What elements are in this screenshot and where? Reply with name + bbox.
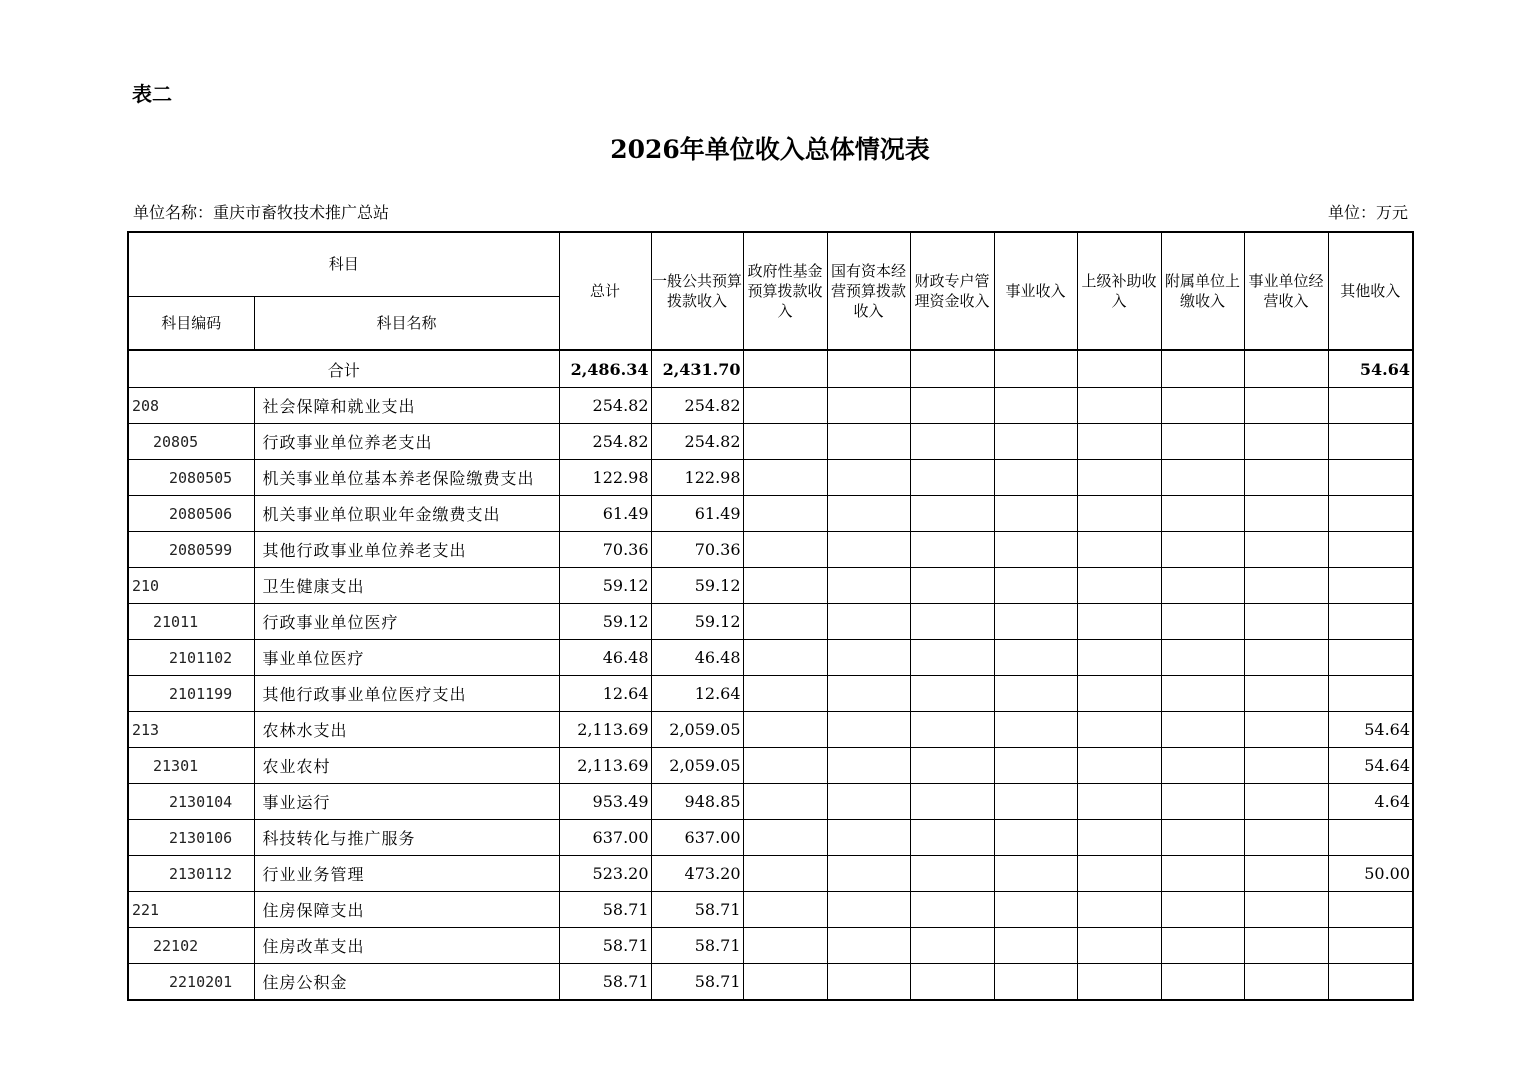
amount-cell: 46.48 — [559, 640, 651, 676]
amount-cell: 70.36 — [651, 532, 743, 568]
amount-cell — [743, 892, 827, 928]
amount-cell — [1161, 640, 1244, 676]
amount-cell — [994, 424, 1077, 460]
amount-cell — [1328, 676, 1413, 712]
subject-code: 21011 — [128, 604, 254, 640]
amount-cell — [1077, 676, 1161, 712]
amount-cell — [910, 676, 994, 712]
amount-cell — [1161, 496, 1244, 532]
amount-cell — [1161, 676, 1244, 712]
amount-cell: 12.64 — [651, 676, 743, 712]
amount-cell — [827, 820, 910, 856]
amount-cell — [827, 424, 910, 460]
subject-name: 行政事业单位医疗 — [254, 604, 559, 640]
amount-cell — [994, 784, 1077, 820]
table-row — [128, 532, 1413, 568]
subject-name: 事业运行 — [254, 784, 559, 820]
amount-cell — [743, 604, 827, 640]
table-row — [128, 676, 1413, 712]
amount-cell — [1244, 928, 1328, 964]
amount-cell: 58.71 — [559, 964, 651, 1001]
amount-cell — [1244, 892, 1328, 928]
page-title: 2026年单位收入总体情况表 — [610, 135, 930, 164]
amount-cell — [827, 712, 910, 748]
amount-cell — [994, 856, 1077, 892]
header-col: 财政专户管理资金收入 — [910, 232, 994, 350]
amount-cell — [1244, 856, 1328, 892]
amount-cell: 254.82 — [651, 388, 743, 424]
amount-cell — [743, 712, 827, 748]
amount-cell — [994, 388, 1077, 424]
amount-cell — [827, 676, 910, 712]
header-col: 总计 — [559, 232, 651, 350]
amount-cell — [1161, 748, 1244, 784]
amount-cell — [1328, 640, 1413, 676]
subject-name: 行政事业单位养老支出 — [254, 424, 559, 460]
amount-cell — [1328, 604, 1413, 640]
subject-code: 2101102 — [128, 640, 254, 676]
amount-cell — [994, 820, 1077, 856]
total-cell — [743, 350, 827, 388]
amount-cell: 637.00 — [559, 820, 651, 856]
amount-cell — [994, 496, 1077, 532]
amount-cell — [743, 496, 827, 532]
amount-cell — [910, 496, 994, 532]
amount-cell — [827, 928, 910, 964]
subject-name: 事业单位医疗 — [254, 640, 559, 676]
amount-cell: 59.12 — [559, 604, 651, 640]
amount-cell: 50.00 — [1328, 856, 1413, 892]
subject-code: 221 — [128, 892, 254, 928]
amount-cell: 122.98 — [651, 460, 743, 496]
subject-code: 2080599 — [128, 532, 254, 568]
amount-cell: 59.12 — [651, 568, 743, 604]
amount-cell — [1161, 820, 1244, 856]
subject-name: 其他行政事业单位养老支出 — [254, 532, 559, 568]
amount-cell — [1077, 496, 1161, 532]
amount-cell — [827, 748, 910, 784]
unit-name: 单位名称：重庆市畜牧技术推广总站 — [133, 203, 390, 222]
amount-cell — [1328, 568, 1413, 604]
amount-cell — [1328, 532, 1413, 568]
amount-cell — [743, 676, 827, 712]
subject-name: 住房改革支出 — [254, 928, 559, 964]
table-row — [128, 856, 1413, 892]
amount-cell — [1328, 820, 1413, 856]
table-row — [128, 640, 1413, 676]
total-cell: 2,486.34 — [559, 350, 651, 388]
amount-cell — [1077, 928, 1161, 964]
header-col: 事业收入 — [994, 232, 1077, 350]
amount-cell — [743, 424, 827, 460]
amount-cell — [1077, 604, 1161, 640]
amount-cell — [827, 388, 910, 424]
amount-cell: 2,113.69 — [559, 712, 651, 748]
amount-cell: 12.64 — [559, 676, 651, 712]
total-cell — [994, 350, 1077, 388]
subject-name: 卫生健康支出 — [254, 568, 559, 604]
amount-cell — [1161, 604, 1244, 640]
amount-cell — [1328, 388, 1413, 424]
amount-cell: 254.82 — [559, 424, 651, 460]
amount-cell — [910, 532, 994, 568]
amount-cell — [827, 532, 910, 568]
amount-cell — [1244, 640, 1328, 676]
subject-name: 其他行政事业单位医疗支出 — [254, 676, 559, 712]
amount-cell — [1077, 460, 1161, 496]
amount-cell — [910, 784, 994, 820]
table-row — [128, 712, 1413, 748]
table-row — [128, 496, 1413, 532]
amount-cell: 254.82 — [651, 424, 743, 460]
subject-name: 住房公积金 — [254, 964, 559, 1001]
amount-cell — [1328, 424, 1413, 460]
amount-cell — [827, 640, 910, 676]
amount-cell — [1077, 856, 1161, 892]
amount-cell: 61.49 — [651, 496, 743, 532]
amount-cell — [910, 604, 994, 640]
subject-code: 2080505 — [128, 460, 254, 496]
table-row — [128, 748, 1413, 784]
amount-cell — [1161, 712, 1244, 748]
unit-label: 单位：万元 — [1327, 203, 1408, 222]
table-row — [128, 964, 1413, 1001]
amount-cell — [1244, 604, 1328, 640]
total-cell — [1077, 350, 1161, 388]
amount-cell: 58.71 — [559, 928, 651, 964]
amount-cell — [827, 568, 910, 604]
amount-cell — [1077, 424, 1161, 460]
amount-cell — [910, 424, 994, 460]
amount-cell — [994, 604, 1077, 640]
table-row — [128, 928, 1413, 964]
amount-cell — [1161, 532, 1244, 568]
amount-cell — [1161, 388, 1244, 424]
amount-cell — [910, 928, 994, 964]
header-col: 一般公共预算拨款收入 — [651, 232, 743, 350]
amount-cell — [743, 784, 827, 820]
amount-cell: 4.64 — [1328, 784, 1413, 820]
table-row — [128, 388, 1413, 424]
amount-cell: 122.98 — [559, 460, 651, 496]
amount-cell — [1328, 460, 1413, 496]
amount-cell — [827, 964, 910, 1001]
amount-cell — [1077, 784, 1161, 820]
total-cell — [1244, 350, 1328, 388]
amount-cell — [1244, 964, 1328, 1001]
amount-cell: 637.00 — [651, 820, 743, 856]
table-row — [128, 604, 1413, 640]
amount-cell — [1244, 496, 1328, 532]
header-subject: 科目 — [128, 232, 559, 296]
amount-cell — [743, 568, 827, 604]
amount-cell — [910, 964, 994, 1001]
amount-cell — [1077, 388, 1161, 424]
amount-cell: 54.64 — [1328, 712, 1413, 748]
subject-code: 213 — [128, 712, 254, 748]
header-col: 其他收入 — [1328, 232, 1413, 350]
total-cell — [1161, 350, 1244, 388]
total-cell — [910, 350, 994, 388]
amount-cell — [743, 748, 827, 784]
subject-code: 208 — [128, 388, 254, 424]
amount-cell — [1161, 568, 1244, 604]
amount-cell — [1077, 892, 1161, 928]
amount-cell — [827, 892, 910, 928]
amount-cell — [910, 712, 994, 748]
amount-cell — [1161, 892, 1244, 928]
header-code: 科目编码 — [128, 296, 254, 350]
amount-cell: 953.49 — [559, 784, 651, 820]
amount-cell — [910, 388, 994, 424]
total-cell: 2,431.70 — [651, 350, 743, 388]
amount-cell — [1244, 460, 1328, 496]
amount-cell — [827, 604, 910, 640]
total-cell — [827, 350, 910, 388]
subject-name: 行业业务管理 — [254, 856, 559, 892]
amount-cell: 2,059.05 — [651, 712, 743, 748]
amount-cell: 523.20 — [559, 856, 651, 892]
amount-cell — [743, 820, 827, 856]
amount-cell: 948.85 — [651, 784, 743, 820]
amount-cell: 473.20 — [651, 856, 743, 892]
amount-cell — [994, 640, 1077, 676]
amount-cell: 70.36 — [559, 532, 651, 568]
amount-cell — [827, 784, 910, 820]
amount-cell — [1161, 784, 1244, 820]
amount-cell: 58.71 — [651, 928, 743, 964]
amount-cell: 58.71 — [651, 892, 743, 928]
amount-cell — [994, 712, 1077, 748]
subject-name: 机关事业单位职业年金缴费支出 — [254, 496, 559, 532]
amount-cell — [1077, 820, 1161, 856]
amount-cell — [994, 676, 1077, 712]
amount-cell — [994, 568, 1077, 604]
amount-cell: 254.82 — [559, 388, 651, 424]
amount-cell — [910, 856, 994, 892]
table-row — [128, 892, 1413, 928]
amount-cell — [827, 856, 910, 892]
amount-cell — [1161, 460, 1244, 496]
subject-code: 2130104 — [128, 784, 254, 820]
amount-cell — [910, 568, 994, 604]
subject-code: 2130106 — [128, 820, 254, 856]
amount-cell — [743, 964, 827, 1001]
amount-cell: 59.12 — [651, 604, 743, 640]
subject-code: 210 — [128, 568, 254, 604]
amount-cell — [1244, 784, 1328, 820]
header-col: 政府性基金预算拨款收入 — [743, 232, 827, 350]
amount-cell — [827, 496, 910, 532]
table-row — [128, 568, 1413, 604]
amount-cell: 61.49 — [559, 496, 651, 532]
amount-cell — [1077, 748, 1161, 784]
amount-cell — [910, 820, 994, 856]
table-row — [128, 424, 1413, 460]
amount-cell — [743, 640, 827, 676]
amount-cell — [743, 856, 827, 892]
amount-cell — [1161, 964, 1244, 1001]
income-table — [127, 231, 1414, 1001]
header-col: 附属单位上缴收入 — [1161, 232, 1244, 350]
total-cell: 54.64 — [1328, 350, 1413, 388]
subject-code: 21301 — [128, 748, 254, 784]
subject-code: 20805 — [128, 424, 254, 460]
header-col: 国有资本经营预算拨款收入 — [827, 232, 910, 350]
amount-cell — [743, 532, 827, 568]
amount-cell: 2,059.05 — [651, 748, 743, 784]
header-name: 科目名称 — [254, 296, 559, 350]
subject-name: 机关事业单位基本养老保险缴费支出 — [254, 460, 559, 496]
amount-cell: 59.12 — [559, 568, 651, 604]
subject-code: 2210201 — [128, 964, 254, 1001]
amount-cell — [1244, 820, 1328, 856]
amount-cell: 46.48 — [651, 640, 743, 676]
table-row — [128, 460, 1413, 496]
header-col: 事业单位经营收入 — [1244, 232, 1328, 350]
subject-code: 2130112 — [128, 856, 254, 892]
amount-cell — [994, 460, 1077, 496]
amount-cell — [1244, 748, 1328, 784]
subject-name: 科技转化与推广服务 — [254, 820, 559, 856]
amount-cell — [994, 748, 1077, 784]
subject-code: 2101199 — [128, 676, 254, 712]
amount-cell: 58.71 — [651, 964, 743, 1001]
subject-name: 社会保障和就业支出 — [254, 388, 559, 424]
amount-cell — [1328, 928, 1413, 964]
header-col: 上级补助收入 — [1077, 232, 1161, 350]
amount-cell — [1328, 892, 1413, 928]
amount-cell — [910, 640, 994, 676]
amount-cell: 2,113.69 — [559, 748, 651, 784]
amount-cell — [1161, 424, 1244, 460]
amount-cell — [1077, 640, 1161, 676]
amount-cell — [910, 748, 994, 784]
amount-cell — [1244, 532, 1328, 568]
table-row — [128, 820, 1413, 856]
amount-cell — [994, 928, 1077, 964]
amount-cell — [827, 460, 910, 496]
amount-cell — [1077, 712, 1161, 748]
subject-name: 农业农村 — [254, 748, 559, 784]
table-label: 表二 — [132, 82, 172, 106]
amount-cell — [1161, 928, 1244, 964]
amount-cell: 54.64 — [1328, 748, 1413, 784]
amount-cell — [910, 460, 994, 496]
amount-cell — [1244, 676, 1328, 712]
subject-code: 2080506 — [128, 496, 254, 532]
amount-cell — [1077, 532, 1161, 568]
amount-cell — [743, 928, 827, 964]
amount-cell — [1244, 712, 1328, 748]
amount-cell — [1077, 568, 1161, 604]
subject-code: 22102 — [128, 928, 254, 964]
amount-cell — [994, 964, 1077, 1001]
amount-cell — [1244, 568, 1328, 604]
amount-cell — [994, 892, 1077, 928]
amount-cell — [994, 532, 1077, 568]
subject-name: 农林水支出 — [254, 712, 559, 748]
amount-cell — [1244, 424, 1328, 460]
amount-cell — [1328, 496, 1413, 532]
subject-name: 住房保障支出 — [254, 892, 559, 928]
amount-cell — [1328, 964, 1413, 1001]
amount-cell — [1077, 964, 1161, 1001]
total-label: 合计 — [128, 350, 559, 388]
amount-cell — [743, 460, 827, 496]
table-row — [128, 784, 1413, 820]
total-row — [128, 350, 1413, 388]
amount-cell — [743, 388, 827, 424]
amount-cell: 58.71 — [559, 892, 651, 928]
amount-cell — [1161, 856, 1244, 892]
amount-cell — [910, 892, 994, 928]
amount-cell — [1244, 388, 1328, 424]
